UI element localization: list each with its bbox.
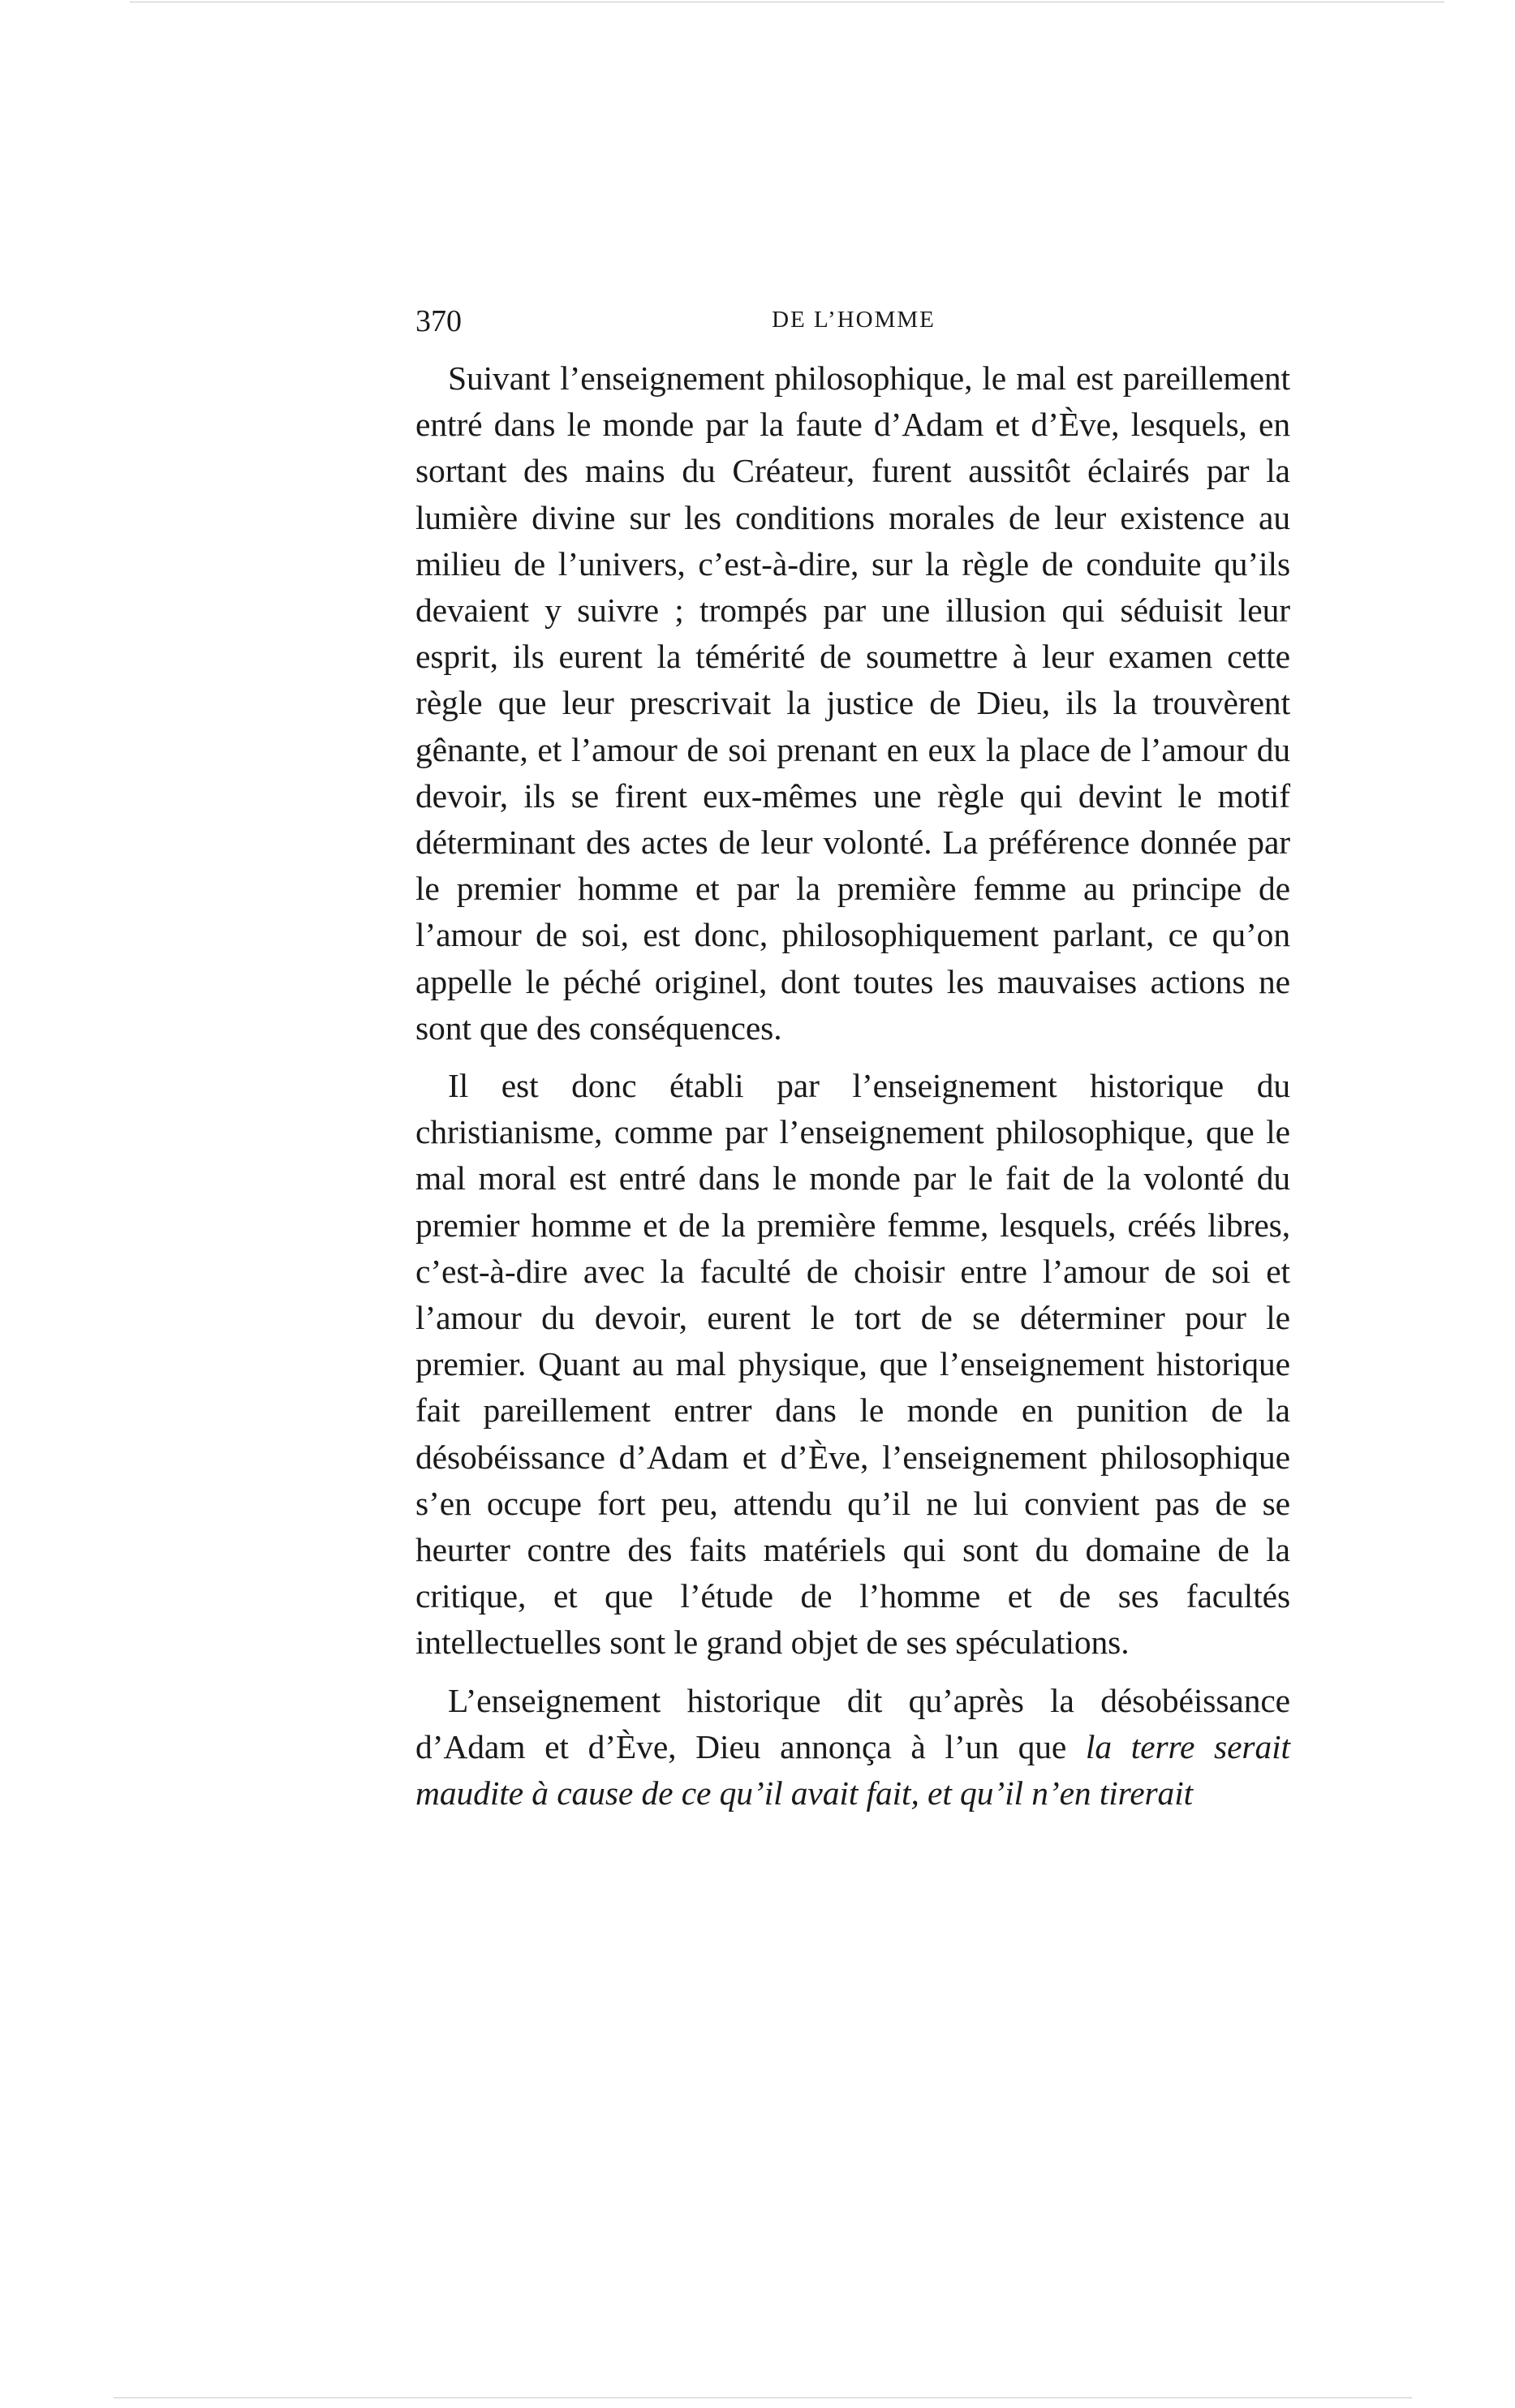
page-number: 370	[415, 304, 462, 338]
scan-edge-bottom	[114, 2397, 1412, 2398]
body-text	[415, 355, 1290, 1817]
paragraph-1: Suivant l’enseignement philosophique, le mal est pareillement entré dans le monde par la faute d’Adam et d’Ève, lesquels, en sortant des mains du Créateur, furent aussitôt éclairés par la lumière divine sur les conditions morales de leur existence au milieu de l’univers, c’est-à-dire, sur la règle de conduite qu’ils devaient y suivre ; trompés par une illusion qui séduisit leur esprit, ils eurent la témérité de soumettre à leur examen cette règle que leur prescrivait la justice de Dieu, ils la trouvèrent gênante, et l’amour de soi prenant en eux la place de l’amour du devoir, ils se firent eux-mêmes une règle qui devint le motif déterminant des actes de leur volonté. La préférence donnée par le premier homme et par la première femme au principe de l’amour de soi, est donc, philosophiquement parlant, ce qu’on appelle le péché originel, dont toutes les mauvaises actions ne sont que des conséquences.	[415, 359, 1290, 1047]
page-header	[415, 303, 1292, 344]
paragraph-2: Il est donc établi par l’enseignement historique du christianisme, comme par l’enseignement philosophique, que le mal moral est entré dans le monde par le fait de la volonté du premier homme et de la première femme, lesquels, créés libres, c’est-à-dire avec la faculté de choisir entre l’amour de soi et l’amour du devoir, eurent le tort de se déterminer pour le premier. Quant au mal physique, que l’enseignement historique fait pareillement entrer dans le monde en punition de la désobéissance d’Adam et d’Ève, l’enseignement philosophique s’en occupe fort peu, attendu qu’il ne lui convient pas de se heurter contre des faits matériels qui sont du domaine de la critique, et que l’étude de l’homme et de ses facultés intellectuelles sont le grand objet de ses spéculations.	[415, 1067, 1290, 1662]
paragraph-3	[415, 1678, 1290, 1817]
running-head: DE L’HOMME	[772, 307, 936, 333]
paragraph-3-italic: la terre serait maudite à cause de ce qu’il avait fait, et qu’il n’en tirerait	[415, 1727, 1290, 1812]
paragraph-3-roman: L’enseignement historique dit qu’après la désobéissance d’Adam et d’Ève, Dieu annonça à l’un que	[415, 1681, 1290, 1765]
